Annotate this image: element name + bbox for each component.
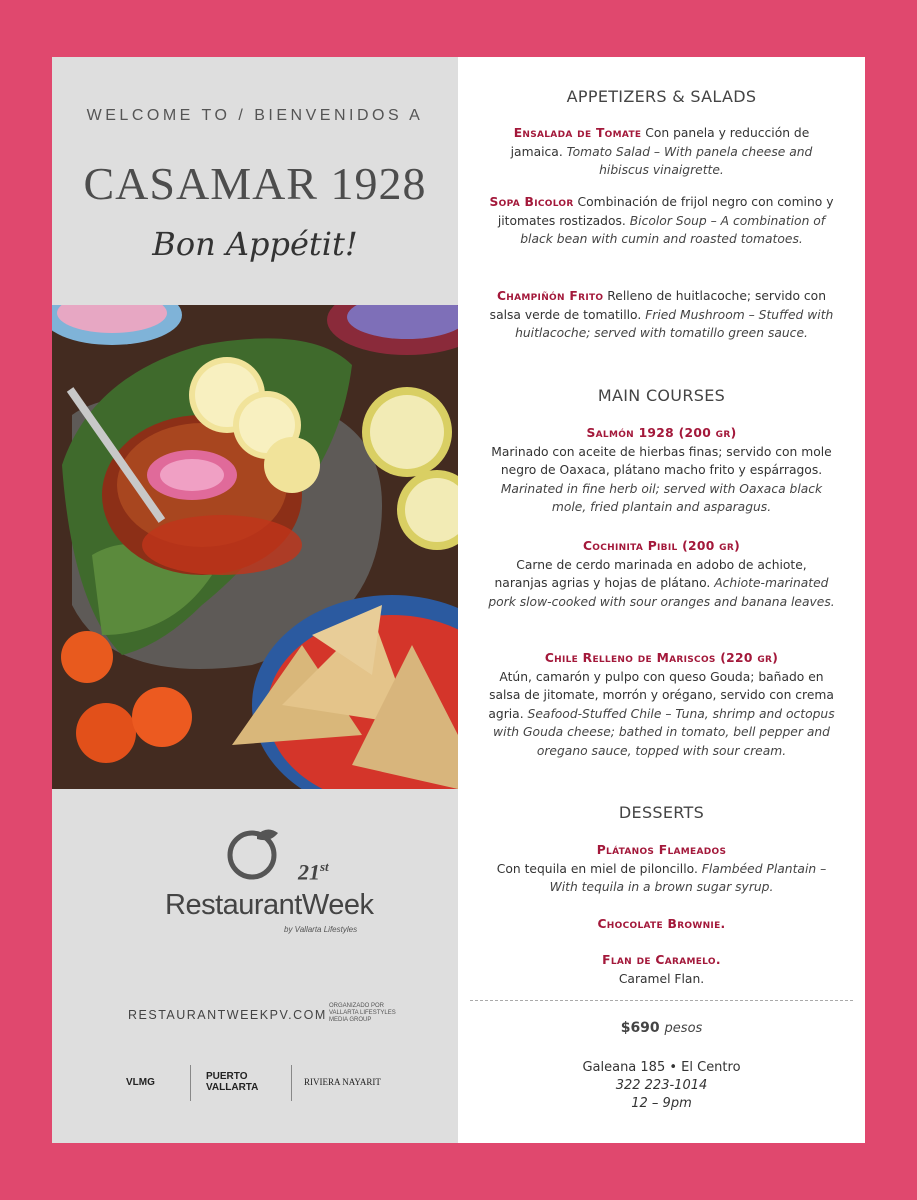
item-description-es: Caramel Flan. — [618, 971, 705, 986]
section-title-desserts: DESSERTS — [618, 803, 705, 822]
section-title-appetizers: APPETIZERS & SALADS — [566, 87, 757, 106]
hours: 12 – 9pm — [631, 1096, 692, 1111]
sponsor-puerto-vallarta: PUERTO VALLARTA — [206, 1071, 259, 1093]
item-name: Chile Relleno de Mariscos (220 gr) — [544, 651, 779, 665]
item-description-en: Bicolor Soup – A combination of black bean with cumin and roasted tomatoes. — [520, 213, 826, 246]
greeting: Bon Appétit! — [152, 225, 358, 263]
item-description-en: Seafood-Stuffed Chile – Tuna, shrimp and octopus with Gouda cheese; bathed in tomato, bell pepper and oregano sauce, topped with sour cream. — [493, 706, 835, 758]
restaurant-name: CASAMAR 1928 — [83, 158, 427, 209]
menu-item — [488, 841, 835, 897]
item-description-en: Achiote-marinated pork slow-cooked with sour oranges and banana leaves. — [488, 576, 835, 609]
menu-item — [488, 287, 835, 343]
menu-item — [488, 951, 835, 988]
item-name: Plátanos Flameados — [596, 843, 727, 857]
sponsor-logos — [126, 1065, 426, 1105]
event-number: 21st — [298, 859, 329, 885]
menu-item — [488, 424, 835, 517]
website-link[interactable]: RESTAURANTWEEKPV.COM — [128, 1008, 327, 1022]
item-description-es: Combinación de frijol negro con comino y jitomates rostizados. — [497, 195, 834, 228]
organized-by: ORGANIZADO POR VALLARTA LIFESTYLES MEDIA GROUP — [329, 1003, 396, 1023]
item-description-en: Marinated in fine herb oil; served with Oaxaca black mole, fried plantain and asparagus. — [500, 481, 823, 514]
item-description-en: Flambéed Plantain – With tequila in a brown sugar syrup. — [549, 861, 827, 894]
item-description-es: Marinado con aceite de hierbas finas; servido con mole negro de Oaxaca, plátano macho frito y espárragos. — [491, 444, 832, 477]
sponsor-riviera-nayarit: RIVIERA NAYARIT — [304, 1077, 381, 1087]
item-description-en: Tomato Salad – With panela cheese and hibiscus vinaigrette. — [566, 144, 813, 177]
item-name: Cochinita Pibil (200 gr) — [582, 539, 741, 553]
menu-item — [488, 537, 835, 611]
event-title: RestaurantWeek — [165, 889, 374, 921]
phone[interactable]: 322 223-1014 — [615, 1078, 708, 1093]
item-description-es: Relleno de huitlacoche; servido con salsa verde de tomatillo. — [489, 289, 827, 322]
item-name: Champiñón Frito — [496, 289, 604, 303]
address: Galeana 185 • El Centro — [582, 1060, 741, 1075]
menu-item — [488, 193, 835, 249]
divider — [190, 1065, 191, 1101]
menu-item — [488, 649, 835, 760]
menu-item — [488, 915, 835, 934]
item-name: Flan de Caramelo. — [602, 953, 721, 967]
event-by: by Vallarta Lifestyles — [284, 925, 358, 934]
divider — [470, 1000, 853, 1001]
item-description-es: Con panela y reducción de jamaica. — [510, 126, 810, 159]
menu-price: $690 pesos — [620, 1020, 703, 1036]
item-description-es: Con tequila en miel de piloncillo. — [496, 861, 702, 876]
sponsor-vlmg: VLMG — [126, 1077, 155, 1088]
item-name: Salmón 1928 (200 gr) — [586, 426, 737, 440]
contact-info — [458, 1059, 865, 1113]
item-description-es: Carne de cerdo marinada en adobo de achiote, naranjas agrias y hojas de plátano. — [494, 557, 807, 590]
left-panel — [52, 57, 458, 1143]
item-name: Ensalada de Tomate — [513, 126, 642, 140]
item-name: Chocolate Brownie. — [597, 917, 726, 931]
divider — [291, 1065, 292, 1101]
menu-item — [488, 124, 835, 180]
menu-panel — [458, 57, 865, 1143]
food-photo — [52, 305, 458, 789]
item-description-es: Atún, camarón y pulpo con queso Gouda; bañado en salsa de jitomate, morrón y orégano, servido con crema agria. — [488, 669, 834, 721]
item-description-en: Fried Mushroom – Stuffed with huitlacoche; served with tomatillo green sauce. — [515, 307, 834, 340]
welcome-text: WELCOME TO / BIENVENIDOS A — [86, 107, 424, 124]
item-name: Sopa Bicolor — [489, 195, 574, 209]
menu-card — [52, 57, 865, 1143]
section-title-mains: MAIN COURSES — [597, 386, 726, 405]
